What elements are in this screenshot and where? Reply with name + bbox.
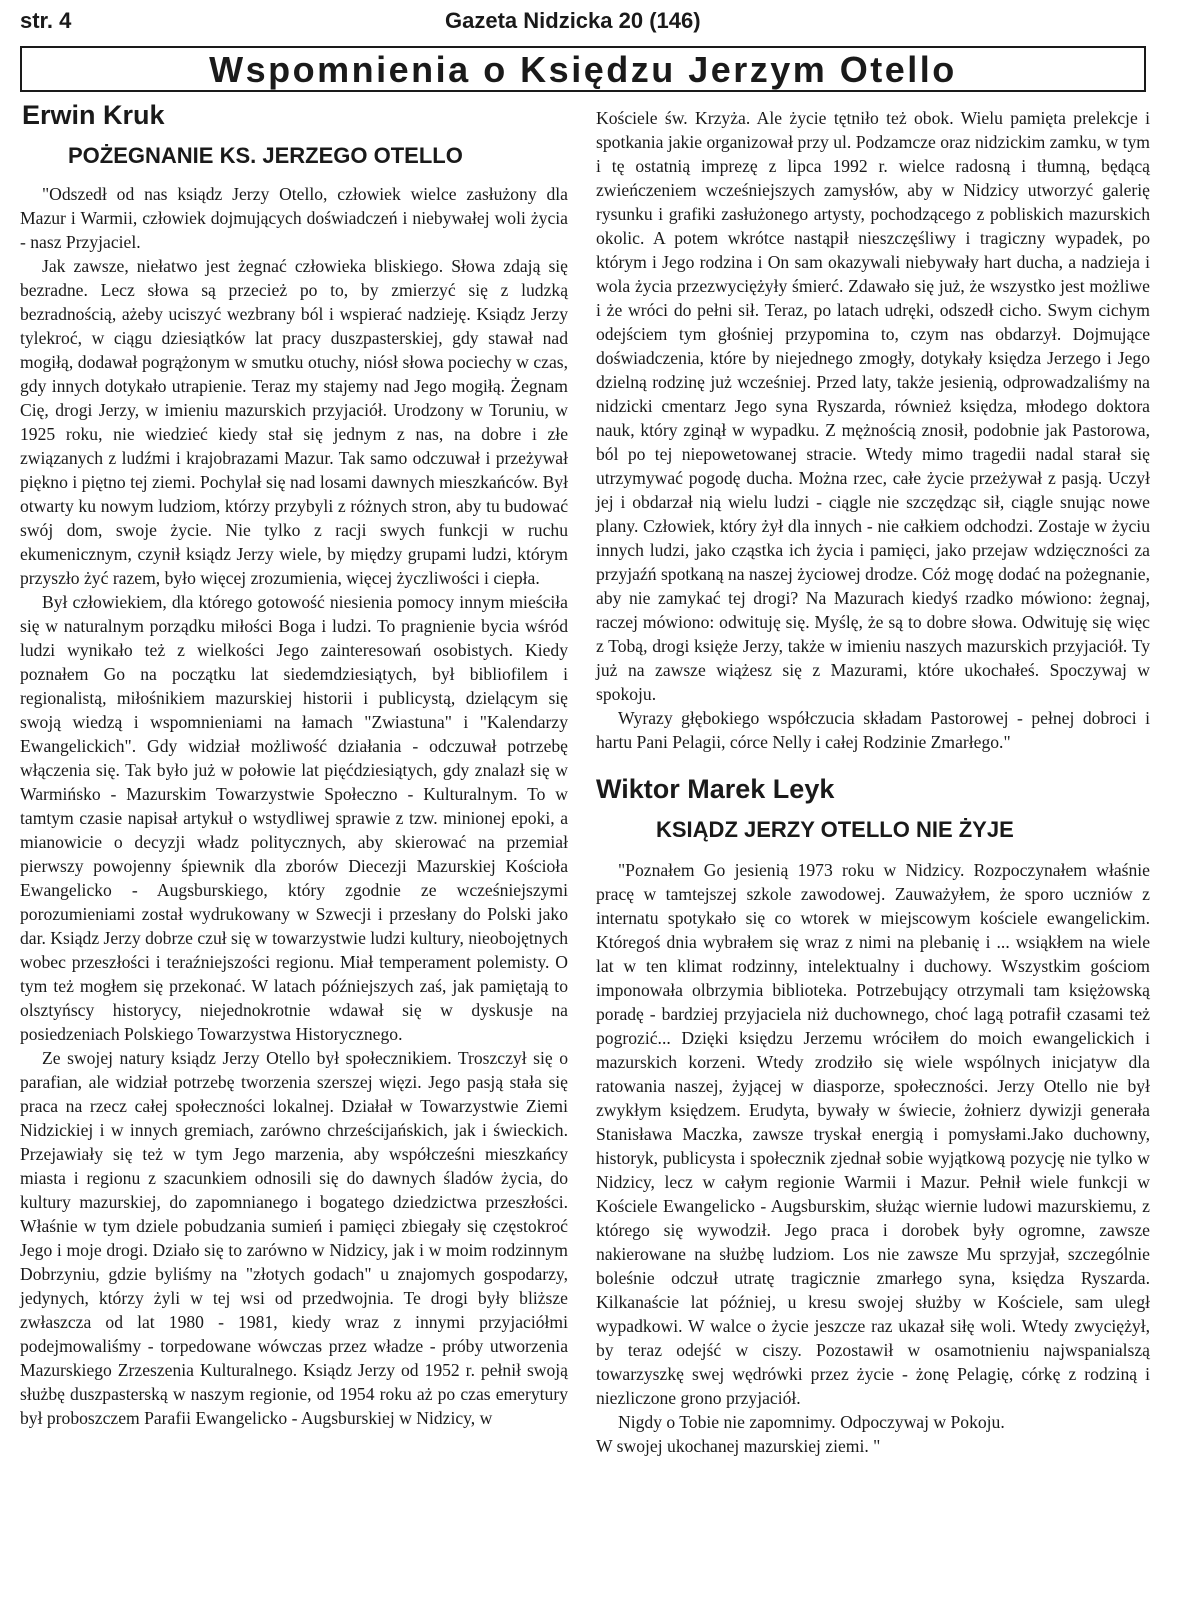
article1-paragraph: Był człowiekiem, dla którego gotowość niesienia pomocy innym mieściła się w naturalnym porządku miłości Boga i ludzi. To pragnienie bycia wśród ludzi wynikało też z wielkości Jego zainteresowań osobistych. Kiedy poznałem Go na początku lat siedemdziesiątych, był bibliofilem i regionalistą, miłośnikiem mazurskiej historii i publicystą, dzielącym się swoją wiedzą i wspomnieniami na łamach "Zwiastuna" i "Kalendarzy Ewangelickich". Gdy widział możliwość działania - odczuwał potrzebę włączenia się. Tak było już w połowie lat pięćdziesiątych, gdy znalazł się w Warmińsko - Mazurskim Towarzystwie Społeczno - Kulturalnym. To w tamtym czasie napisał artykuł o wstydliwej sprawie z tzw. minionej epoki, a mianowicie o decyzji władz politycznych, aby skierować na przemiał pierwszy powojenny śpiewnik dla zborów Diecezji Mazurskiej Kościoła Ewangelicko - Augsburskiego, który zgodnie ze wcześniejszymi porozumieniami został wydrukowany w Szwecji i przesłany do Polski jako dar. Ksiądz Jerzy dobrze czuł się w towarzystwie ludzi kultury, nieobojętnych wobec przeszłości i teraźniejszości regionu. Miał temperament polemisty. O tym też mogłem się przekonać. W latach późniejszych zaś, jak pamiętają to olsztyńscy historycy, niejednokrotnie wdawał się w dyskusje na posiedzeniach Polskiego Towarzystwa Historycznego. (20, 592, 568, 1044)
article1-paragraph: Kościele św. Krzyża. Ale życie tętniło też obok. Wielu pamięta prelekcje i spotkania jakie organizował przy ul. Podzamcze oraz nidzickim zamku, w tym i tę ostatnią imprezę z lipca 1992 r. wielce radosną i tłumną, będącą zwieńczeniem wcześniejszych zamysłów, aby w Nidzicy utworzyć galerię rysunku i grafiki zasłużonego artysty, pochodzącego z pobliskich mazurskich okolic. A potem wkrótce nastąpił nieszczęśliwy i tragiczny wypadek, po którym i Jego rodzina i On sam okazywali niebywały hart ducha, a nadzieja i wola życia przezwyciężyły śmierć. Zdawało się już, że wszystko jest możliwe i że wróci do pełni sił. Teraz, po latach udręki, odszedł cicho. Swym cichym odejściem tym głośniej przypomina to, czym nas obdarzył. Dojmujące doświadczenia, które by niejednego zmogły, dotykały księdza Jerzego i Jego dzielną rodzinę już wcześniej. Przed laty, także jesienią, odprowadzaliśmy na nidzicki cmentarz Jego syna Ryszarda, również księdza, młodego doktora nauk, który zginął w wypadku. Z mężnością znosił, podobnie jak Pastorowa, ból po tej niepowetowanej stracie. Wtedy mimo tragedii nadal starał się utrzymywać pogodę ducha. Można rzec, całe życie przeżywał z pasją. Uczył jej i obdarzał nią wielu ludzi - ciągle nie szczędząc sił, ciągle snując nowe plany. Człowiek, który żył dla innych - nie całkiem odchodzi. Zostaje w życiu innych ludzi, jako cząstka ich życia i pamięci, jako przejaw wdzięczności za przyjaźń spotkaną na naszej życiowej drodze. Cóż mogę dodać na pożegnanie, aby nie zamykać tej drogi? Na Mazurach kiedyś rzadko mówiono: żegnaj, raczej mówiono: odwituję się. Myślę, że są to dobre słowa. Odwituję się więc z Tobą, drogi księże Jerzy, także w imieniu naszych mazurskich przyjaciół. Ty już na zawsze wiążesz się z Mazurami, które ukochałeś. Spoczywaj w spokoju. (596, 108, 1150, 704)
page-number: str. 4 (20, 8, 72, 33)
article2-paragraph: Nigdy o Tobie nie zapomnimy. Odpoczywaj w Pokoju. (618, 1412, 1005, 1432)
right-column (596, 106, 1150, 1458)
article1-title: POŻEGNANIE KS. JERZEGO OTELLO (68, 143, 463, 168)
left-column (20, 98, 568, 1430)
article2-paragraph: "Poznałem Go jesienią 1973 roku w Nidzicy. Rozpoczynałem właśnie pracę w tamtejszej szkole zawodowej. Zauważyłem, że sporo uczniów z internatu spotykało się co wtorek w miejscowym kościele ewangelickim. Któregoś dnia wybrałem się wraz z nimi na plebanię i ... wsiąkłem na wiele lat w ten klimat rodzinny, intelektualny i duchowy. Wszystkim gościom imponowała olbrzymia biblioteka. Potrzebujący otrzymali tam księżowską poradę - bardziej przyjaciela niż duchownego, choć lagą potrafił czasami też pogrozić... Dzięki księdzu Jerzemu wróciłem do moich ewangelickich i mazurskich korzeni. Wtedy zrodziło się wiele wspólnych inicjatyw dla ratowania naszej, żyjącej w diasporze, społeczności. Jerzy Otello nie był zwykłym księdzem. Erudyta, bywały w świecie, żołnierz dywizji generała Stanisława Maczka, zawsze tryskał energią i pomysłami.Jako duchowny, historyk, publicysta i społecznik zjednał sobie wyjątkową pozycję nie tylko w Nidzicy, lecz w całym regionie Warmii i Mazur. Pełnił wiele funkcji w Kościele Ewangelicko - Augsburskim, służąc wiernie ludowi mazurskiemu, z którego się wywodził. Jego praca i dorobek były ogromne, zawsze nakierowane na służbę ludziom. Los nie zawsze Mu sprzyjał, szczególnie boleśnie odczuł utratę tragicznie zmarłego syna, księdza Ryszarda. Kilkanaście lat później, u kresu swojej służby w Kościele, sam uległ wypadkowi. W walce o życie jeszcze raz ukazał siłę woli. Wtedy zwyciężył, by teraz odejść w ciszy. Pozostawił w osamotnieniu najwspanialszą towarzyszkę swej wędrówki przez życie - żonę Pelagię, córkę z rodziną i niezliczone grono przyjaciół. (596, 860, 1150, 1408)
newspaper-issue: Gazeta Nidzicka 20 (146) (445, 8, 701, 33)
page-title-box (20, 46, 1146, 92)
article2-title: KSIĄDZ JERZY OTELLO NIE ŻYJE (656, 817, 1014, 842)
page-title: Wspomnienia o Księdzu Jerzym Otello (209, 49, 957, 90)
article1-paragraph: "Odszedł od nas ksiądz Jerzy Otello, człowiek wielce zasłużony dla Mazur i Warmii, człowiek dojmujących doświadczeń i niebywałej woli życia - nasz Przyjaciel. (20, 184, 568, 252)
article2-paragraph: W swojej ukochanej mazurskiej ziemi. " (596, 1436, 881, 1456)
article1-paragraph: Jak zawsze, niełatwo jest żegnać człowieka bliskiego. Słowa zdają się bezradne. Lecz słowa są przecież po to, by zmierzyć się z ludzką bezradnością, ażeby uciszyć wezbrany ból i wspierać nadzieję. Ksiądz Jerzy tylekroć, w ciągu dziesiątków lat pracy duszpasterskiej, gdy stawał nad mogiłą, dodawał pogrążonym w smutku otuchy, niósł słowa pociechy w czas, gdy innych dotykało utrapienie. Teraz my stajemy nad Jego mogiłą. Żegnam Cię, drogi Jerzy, w imieniu mazurskich przyjaciół. Urodzony w Toruniu, w 1925 roku, nie wiedzieć kiedy stał się jednym z nas, na dobre i złe związanych z ludźmi i krajobrazami Mazur. Tak samo odczuwał i przeżywał piękno i piętno tej ziemi. Pochylał się nad losami dawnych mieszkańców. Był otwarty ku nowym ludziom, którzy przybyli z różnych stron, aby tu budować swój dom, swoje życie. Nie tylko z racji swych funkcji w ruchu ekumenicznym, czynił ksiądz Jerzy wiele, by między grupami ludzi, którym przyszło żyć razem, było więcej zrozumienia, więcej życzliwości i ciepła. (20, 256, 568, 588)
article1-paragraph: Wyrazy głębokiego współczucia składam Pastorowej - pełnej dobroci i hartu Pani Pelagii, córce Nelly i całej Rodzinie Zmarłego." (596, 708, 1150, 752)
running-head (20, 6, 1150, 34)
article1-paragraph: Ze swojej natury ksiądz Jerzy Otello był społecznikiem. Troszczył się o parafian, ale widział potrzebę tworzenia szerszej więzi. Jego pasją stała się praca na rzecz całej społeczności lokalnej. Działał w Towarzystwie Ziemi Nidzickiej i w innych gremiach, zarówno chrześcijańskich, jak i świeckich. Przejawiały się też w tym Jego marzenia, aby współcześni mieszkańcy miasta i regionu z szacunkiem odnosili się do dawnych śladów życia, do kultury mazurskiej, do zapomnianego i bogatego dziedzictwa przeszłości. Właśnie w tym dziele pobudzania sumień i pamięci zbiegały się częstokroć Jego i moje drogi. Działo się to zarówno w Nidzicy, jak i w moim rodzinnym Dobrzyniu, gdzie byliśmy na "złotych godach" u znajomych gospodarzy, jedynych, którzy żyli w tej wsi od przedwojnia. Te drogi były bliższe zwłaszcza od lat 1980 - 1981, kiedy wraz z innymi przyjaciółmi podejmowaliśmy - torpedowane wówczas przez władze - próby utworzenia Mazurskiego Zrzeszenia Kulturalnego. Ksiądz Jerzy od 1952 r. pełnił swoją służbę duszpasterską w naszym regionie, od 1954 roku aż po czas emerytury był proboszczem Parafii Ewangelicko - Augsburskiej w Nidzicy, w (20, 1048, 568, 1428)
article2-author: Wiktor Marek Leyk (596, 774, 835, 804)
article1-author: Erwin Kruk (22, 100, 165, 130)
